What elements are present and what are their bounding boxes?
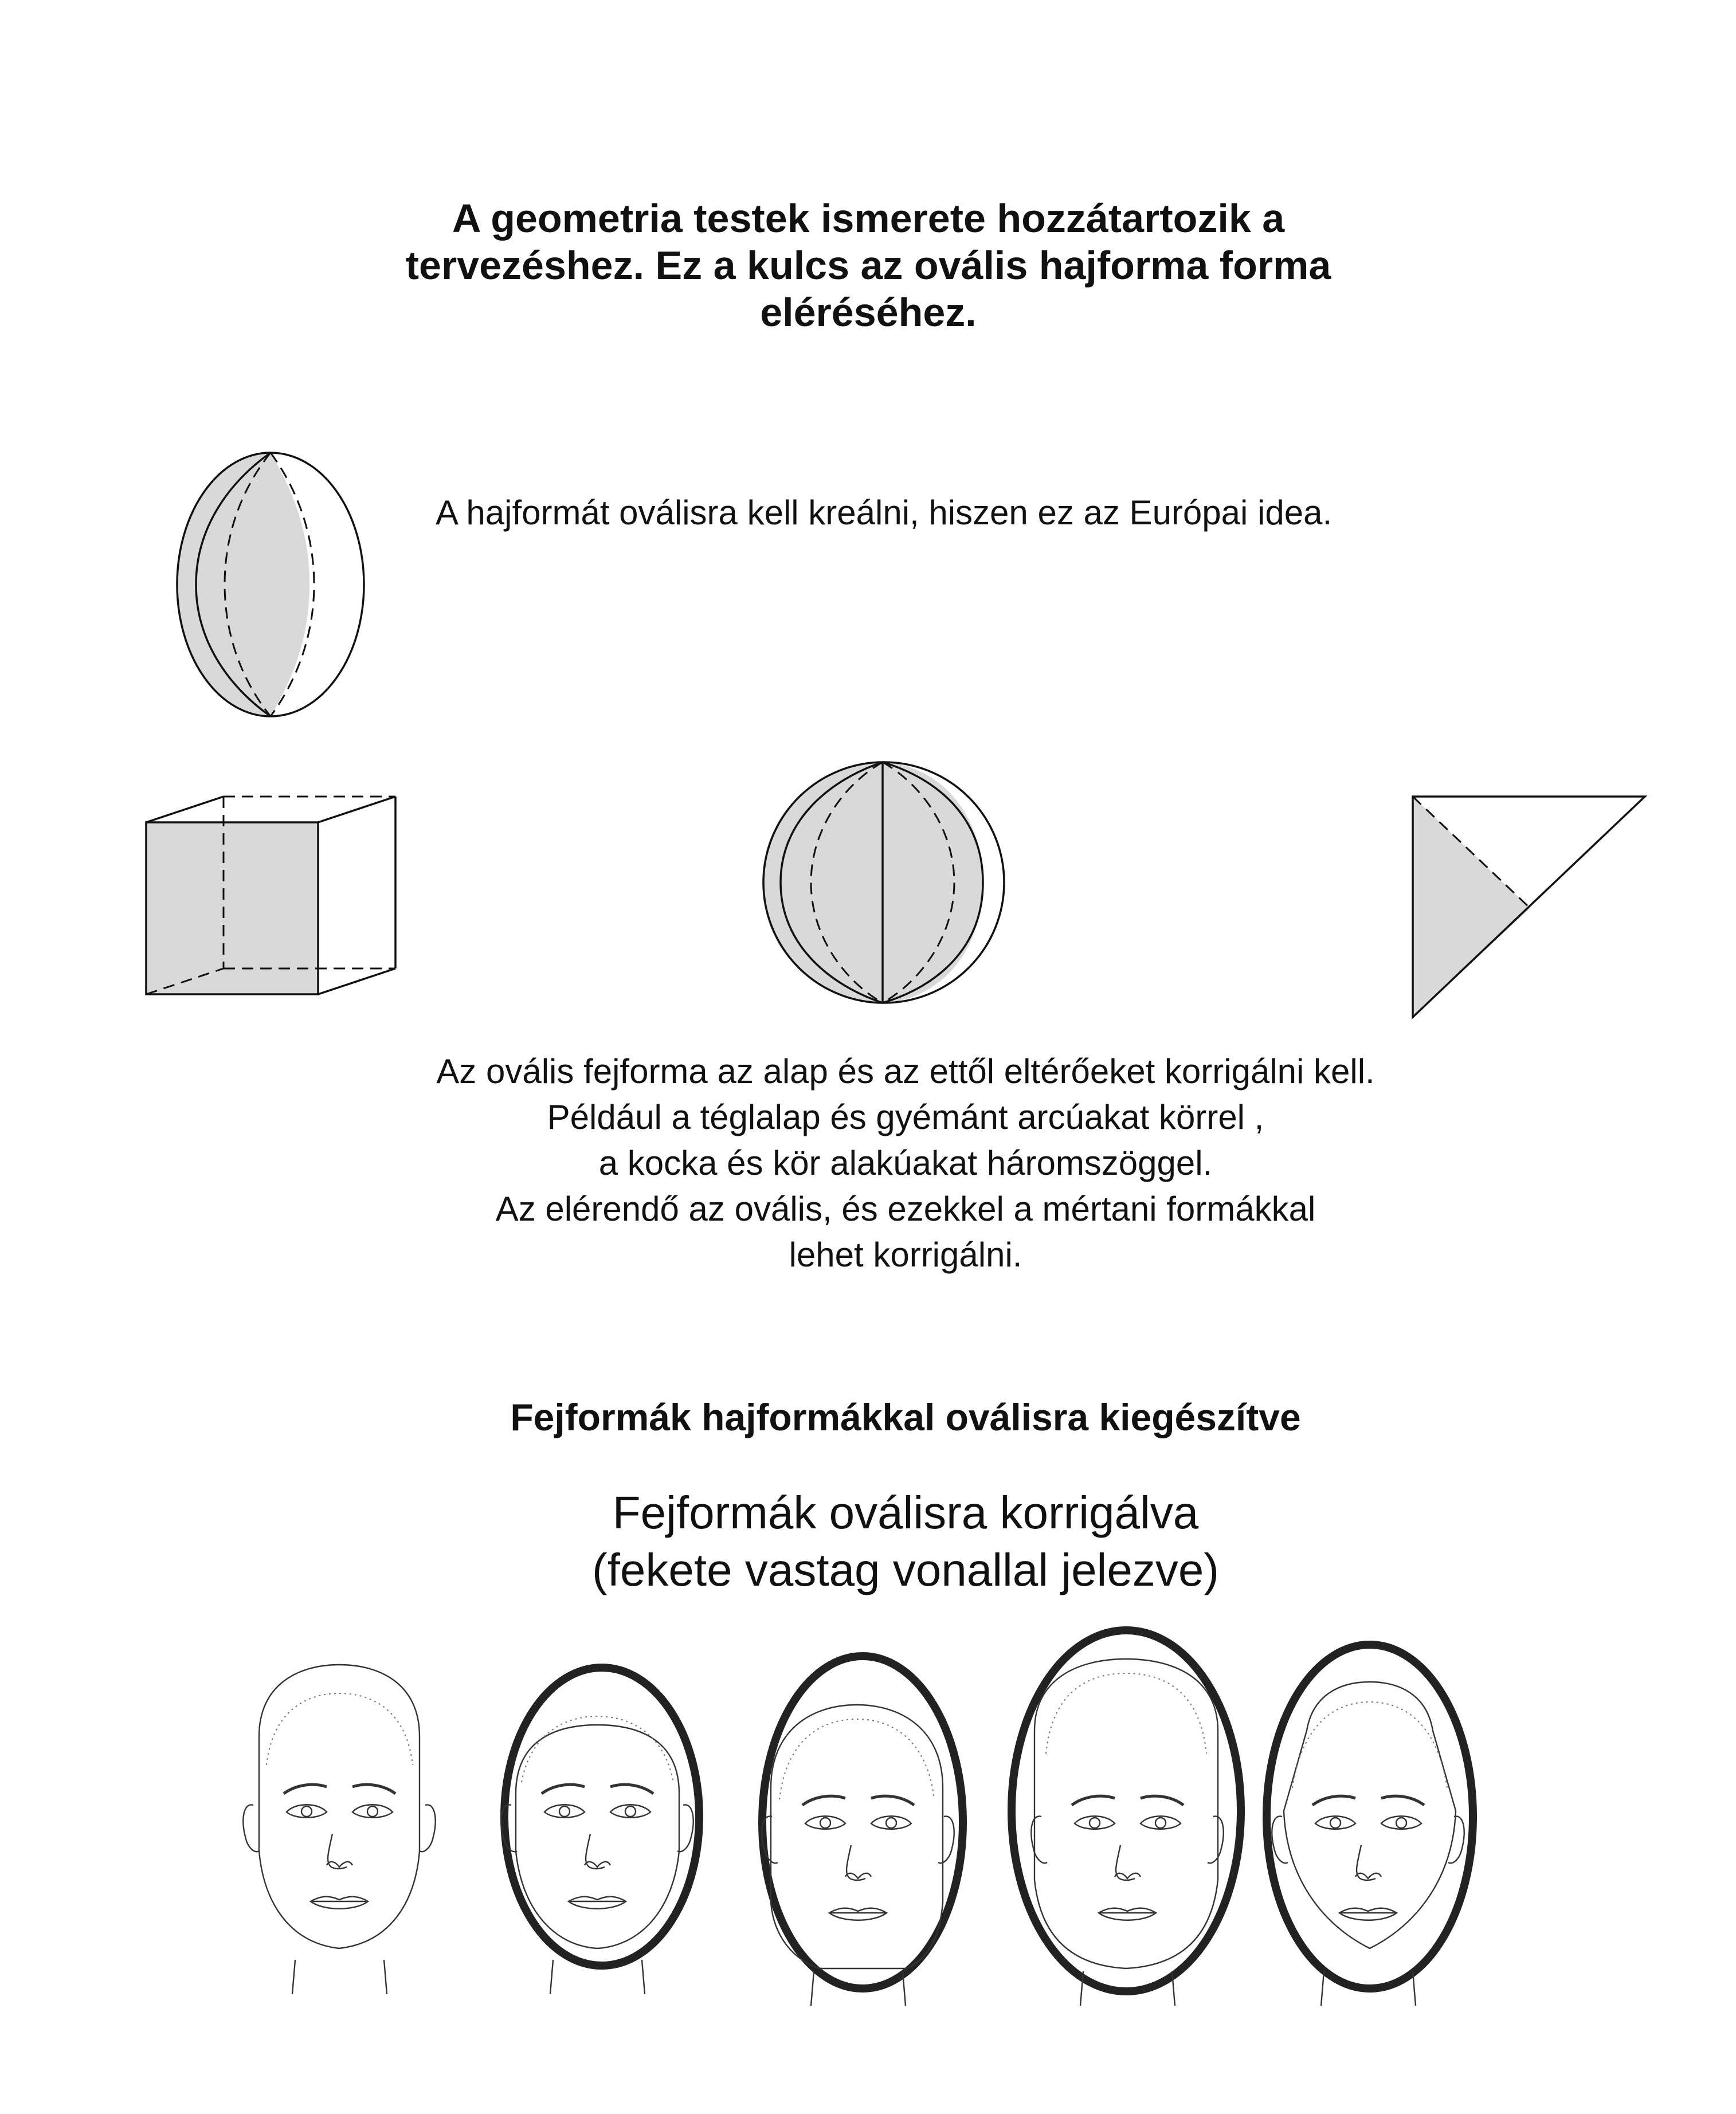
oval-shaded-segment [178,453,309,716]
diamond-face-illustration [1261,1639,1479,2006]
face-outline [1034,1659,1218,1968]
hairline-dotted [522,1716,673,1782]
oval-correction-line [1267,1645,1473,1989]
triangle-shaded-segment [1413,797,1530,1017]
oval-solid-illustration [172,450,367,719]
round-face-illustration [499,1662,716,2006]
explanation-line: lehet korrigálni. [789,1236,1022,1274]
faces-caption [401,1484,1410,1599]
oval-caption: A hajformát oválisra kell kreálni, hiszen ez az Európai idea. [436,493,1333,532]
explanation-line: a kocka és kör alakúakat háromszöggel. [598,1144,1213,1182]
triangle-illustration [1410,794,1651,1023]
oval-face-illustration [241,1662,447,2006]
oval-correction-line [504,1668,699,1966]
face-outline [1284,1682,1456,1948]
faces-caption-line: (fekete vastag vonallal jelezve) [592,1544,1219,1595]
oval-correction-line [762,1656,963,1989]
rectangle-face-illustration [1009,1627,1249,2006]
explanation-line: Például a téglalap és gyémánt arcúakat körrel , [547,1098,1264,1136]
square-face-illustration [757,1650,974,2006]
section-subtitle: Fejformák hajformákkal oválisra kiegészítve [510,1396,1301,1438]
explanation-line: Az elérendő az ovális, és ezekkel a mértani formákkal [495,1190,1316,1228]
faces-caption-line: Fejformák oválisra korrigálva [612,1487,1199,1538]
hairline-dotted [1046,1673,1206,1754]
hairline-dotted [1292,1702,1447,1788]
face-outline [516,1725,679,1948]
hairline-dotted [267,1693,413,1765]
explanation-paragraph [287,1049,1525,1278]
sphere-illustration [757,756,1009,1009]
sphere-shaded-segment [762,762,983,1003]
face-outline [771,1705,943,1968]
page-title: A geometria testek ismerete hozzátartozik a tervezéshez. Ez a kulcs az ovális hajforma forma eléréséhez. [405,196,1331,335]
hairline-dotted [779,1719,934,1799]
explanation-line: Az ovális fejforma az alap és az ettől eltérőeket korrigálni kell. [436,1052,1375,1091]
face-outline [259,1665,420,1948]
oval-correction-line [1012,1630,1241,1991]
cube-illustration [143,794,407,1000]
